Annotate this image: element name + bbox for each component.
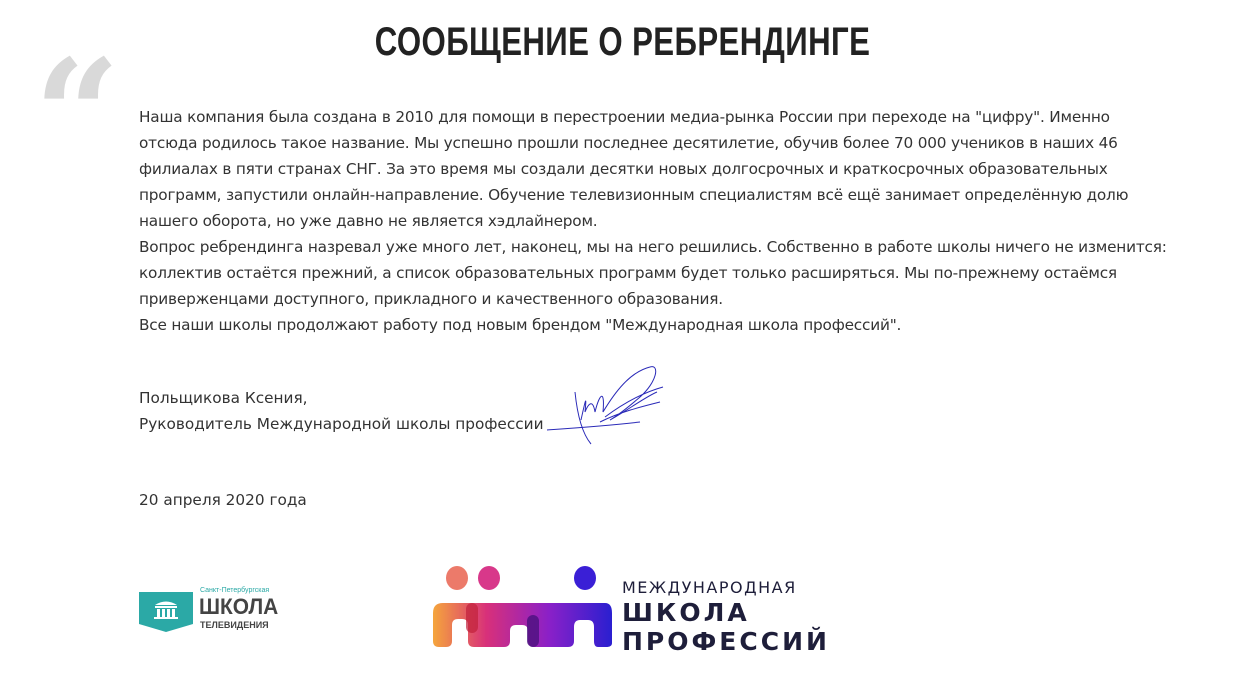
body-line: отсюда родилось такое название. Мы успешно прошли последнее десятилетие, обучив более 70 000 учеников в наших 46 bbox=[139, 134, 1118, 152]
handwritten-signature bbox=[545, 362, 670, 447]
logo-stv-sub: ТЕЛЕВИДЕНИЯ bbox=[200, 620, 269, 630]
body-line: коллектив остаётся прежний, а список образовательных программ будет только расширяться. Мы по-прежнему остаёмся bbox=[139, 264, 1117, 282]
message-date: 20 апреля 2020 года bbox=[139, 491, 307, 509]
logo-msp-line1: МЕЖДУНАРОДНАЯ bbox=[622, 578, 797, 597]
logo-msp-line2: ШКОЛА bbox=[622, 598, 750, 627]
logo-international-school-of-professions bbox=[430, 565, 830, 656]
body-line: приверженцами доступного, прикладного и качественного образования. bbox=[139, 290, 723, 308]
logo-msp-text bbox=[622, 578, 830, 656]
logo-mark-icon bbox=[430, 565, 615, 650]
body-line: нашего оборота, но уже давно не является хэдлайнером. bbox=[139, 212, 598, 230]
logo-stv-big: ШКОЛА bbox=[199, 594, 279, 619]
message-body bbox=[139, 104, 1167, 338]
quote-mark-icon: “ bbox=[34, 27, 121, 203]
body-line: Наша компания была создана в 2010 для помощи в перестроении медиа-рынка России при переходе на "цифру". Именно bbox=[139, 108, 1110, 126]
signature-block bbox=[139, 385, 544, 437]
body-line: Вопрос ребрендинга назревал уже много лет, наконец, мы на него решились. Собственно в работе школы ничего не изменится: bbox=[139, 238, 1167, 256]
body-line: программ, запустили онлайн-направление. Обучение телевизионным специалистям всё ещё занимает определённую долю bbox=[139, 186, 1129, 204]
page-title: СООБЩЕНИЕ О РЕБРЕНДИНГЕ bbox=[374, 20, 871, 64]
building-icon bbox=[139, 592, 193, 624]
signer-position: Руководитель Международной школы профессии bbox=[139, 415, 544, 433]
logo-stv-small: Санкт-Петербургская bbox=[200, 587, 270, 594]
logo-msp-line3: ПРОФЕССИЙ bbox=[622, 627, 830, 656]
body-line: Все наши школы продолжают работу под новым брендом "Международная школа профессий". bbox=[139, 316, 902, 334]
signer-name: Польщикова Ксения, bbox=[139, 389, 308, 407]
body-line: филиалах в пяти странах СНГ. За это время мы создали десятки новых долгосрочных и краткосрочных образовательных bbox=[139, 160, 1108, 178]
